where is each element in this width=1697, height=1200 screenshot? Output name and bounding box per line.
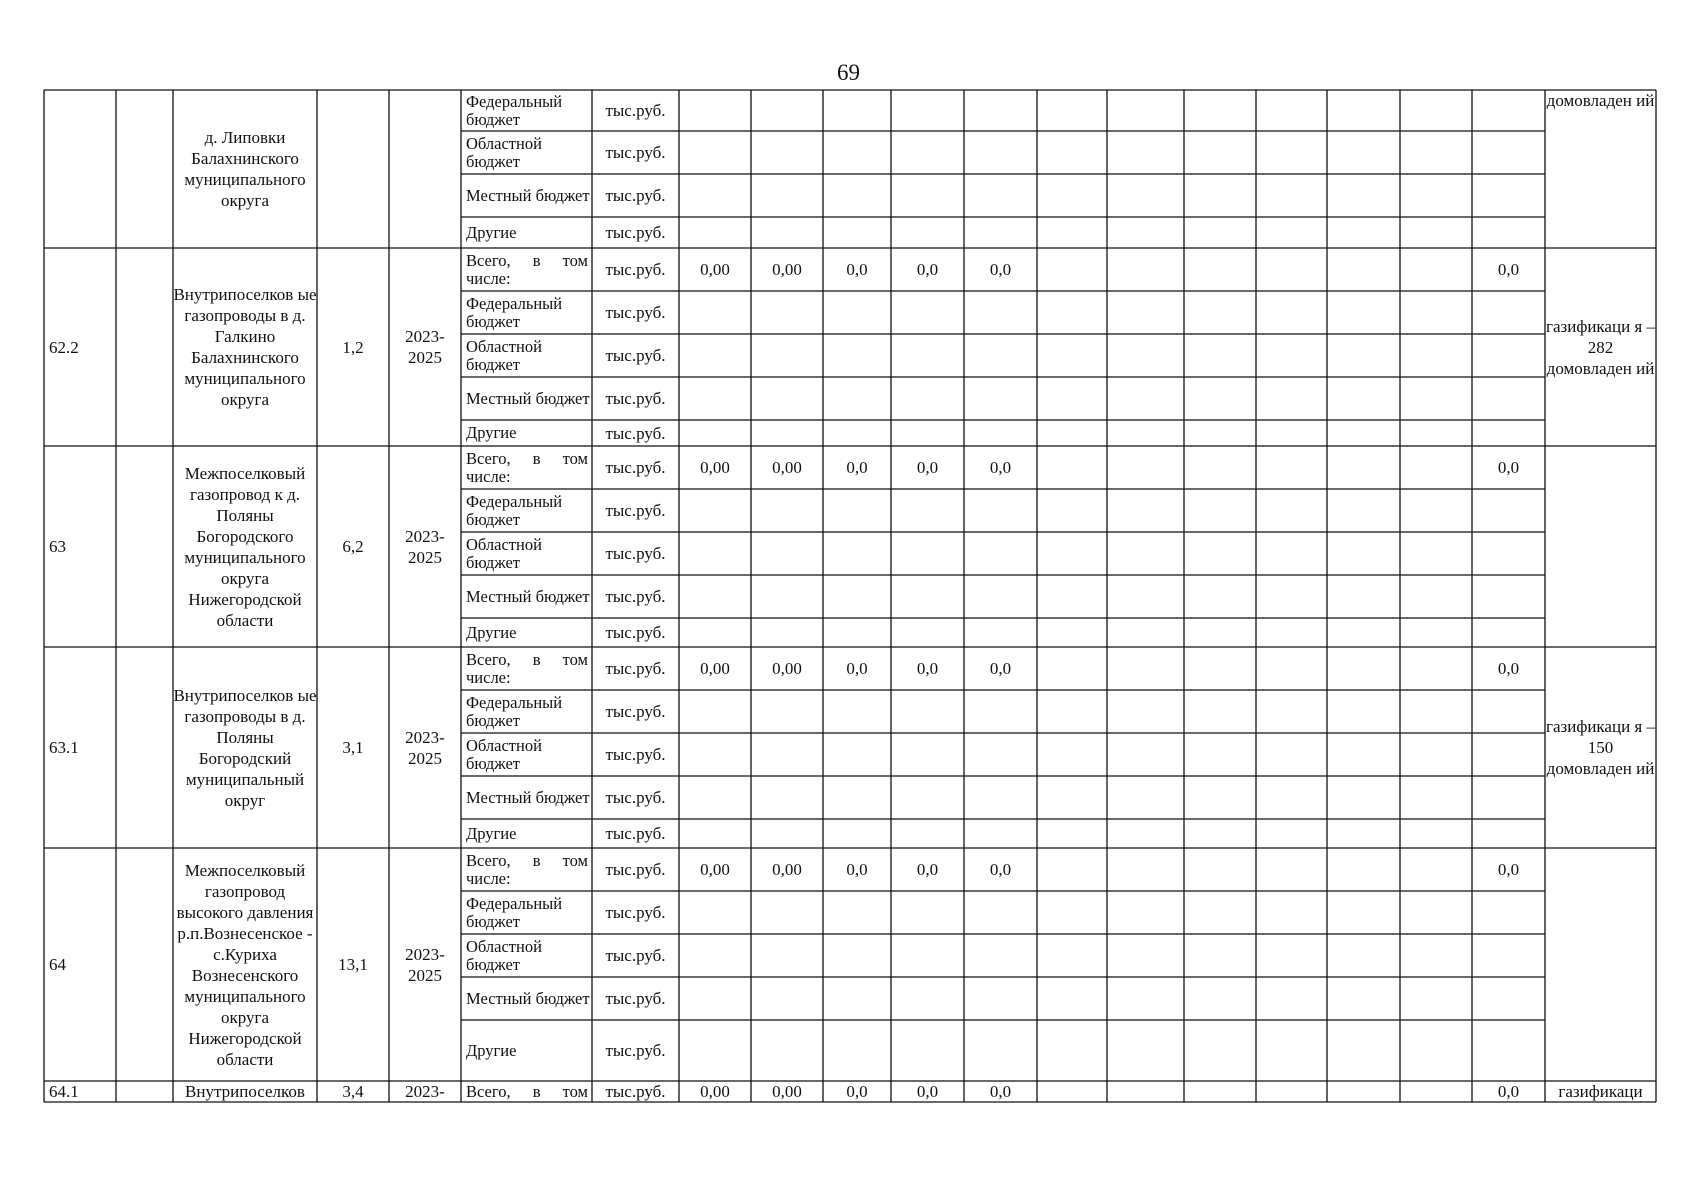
unit-cell: тыс.руб. [605,824,666,843]
value-cell: 0,0 [916,860,939,879]
funding-source-federal: Федеральный бюджет [466,91,563,129]
unit-cell: тыс.руб. [605,989,666,1008]
total-value-cell: 0,0 [1497,458,1520,477]
unit-cell: тыс.руб. [605,860,666,879]
total-value-cell: 0,0 [1497,659,1520,678]
object-name: Внутрипоселков [185,1082,305,1101]
funding-source-total: Всего, в том [466,1082,588,1101]
object-name: д. Липовки Балахнинского муниципального округа [184,128,306,210]
object-name: Внутрипоселков ые газопроводы в д. Галкино Балахнинского муниципального округа [173,285,317,409]
value-cell: 0,0 [846,659,868,678]
funding-source-other: Другие [466,423,517,442]
unit-cell: тыс.руб. [605,946,666,965]
funding-source-total: Всего, в том числе: [466,250,588,288]
funding-source-other: Другие [466,222,517,242]
value-cell: 0,00 [700,1082,730,1101]
unit-cell: тыс.руб. [605,223,666,242]
funding-source-federal: Федеральный бюджет [466,293,563,331]
period: 2023- 2025 [405,526,445,567]
funding-source-regional: Областной бюджет [466,735,542,773]
period: 2023- 2025 [405,327,445,367]
value-cell: 0,0 [916,260,939,279]
unit-cell: тыс.руб. [605,623,666,642]
row-number: 64 [49,955,66,974]
object-name: Внутрипоселков ые газопроводы в д. Поляны Богородский муниципальный округ [173,685,317,810]
unit-cell: тыс.руб. [605,702,666,721]
period: 2023- [405,1082,445,1101]
funding-source-other: Другие [466,1040,517,1060]
row-number [44,90,116,248]
unit-cell: тыс.руб. [605,788,666,807]
result-text: газификаци я – 150 домовладен ий [1545,717,1655,778]
value-cell: 0,00 [700,458,730,477]
value-cell: 0,00 [772,458,802,477]
unit-cell: тыс.руб. [605,389,666,408]
value-cell: 0,00 [700,860,730,879]
funding-source-total: Всего, в том числе: [466,448,588,486]
length-km: 1,2 [342,337,364,357]
funding-source-local: Местный бюджет [466,586,590,606]
value-cell: 0,0 [989,659,1012,678]
funding-source-federal: Федеральный бюджет [466,692,563,730]
object-name: Межпоселковый газопровод высокого давления р.п.Вознесенское - с.Куриха Вознесенского муниципального округа Нижегородской области [176,860,314,1069]
funding-source-total: Всего, в том числе: [466,850,588,888]
unit-cell: тыс.руб. [605,186,666,205]
object-name: Межпоселковый газопровод к д. Поляны Богородского муниципального округа Нижегородской области [184,463,306,630]
value-cell: 0,0 [916,458,939,477]
unit-cell: тыс.руб. [605,101,666,120]
result-text: домовладен ий [1546,91,1655,110]
value-cell: 0,0 [846,860,868,879]
row-number: 63.1 [49,738,79,757]
value-cell: 0,0 [846,260,868,279]
value-cell: 0,00 [700,659,730,678]
value-cell: 0,00 [772,1082,802,1101]
result-text: газификаци я – 282 домовладен ий [1545,316,1655,378]
unit-cell: тыс.руб. [605,1041,666,1060]
value-cell: 0,0 [916,1082,939,1101]
funding-source-federal: Федеральный бюджет [466,893,563,931]
unit-cell: тыс.руб. [605,1082,666,1101]
funding-source-regional: Областной бюджет [466,936,542,974]
total-value-cell: 0,0 [1497,860,1520,879]
row-number: 64.1 [49,1082,79,1101]
value-cell: 0,0 [989,458,1012,477]
length-km: 6,2 [342,537,364,556]
funding-source-local: Местный бюджет [466,988,590,1008]
unit-cell: тыс.руб. [605,544,666,563]
value-cell: 0,0 [989,260,1012,279]
funding-source-regional: Областной бюджет [466,133,542,171]
length-km: 13,1 [338,955,368,974]
value-cell: 0,0 [916,659,939,678]
result-text [1545,848,1656,1081]
row-number: 62.2 [49,337,79,357]
period: 2023- 2025 [405,944,445,985]
period: 2023- 2025 [405,727,445,768]
value-cell: 0,00 [772,860,802,879]
unit-cell: тыс.руб. [605,587,666,606]
value-cell: 0,00 [772,260,802,279]
total-value-cell: 0,0 [1497,260,1520,279]
unit-cell: тыс.руб. [605,260,666,279]
funding-source-local: Местный бюджет [466,388,590,408]
length-km: 3,1 [342,738,364,757]
period [389,90,461,248]
funding-source-other: Другие [466,823,517,843]
length-km: 3,4 [342,1082,364,1101]
funding-source-total: Всего, в том числе: [466,649,588,687]
result-text: газификаци [1558,1082,1643,1101]
unit-cell: тыс.руб. [605,903,666,922]
value-cell: 0,0 [989,1082,1012,1101]
unit-cell: тыс.руб. [605,303,666,322]
unit-cell: тыс.руб. [605,458,666,477]
value-cell: 0,0 [846,1082,868,1101]
row-number: 63 [49,537,66,556]
unit-cell: тыс.руб. [605,501,666,520]
unit-cell: тыс.руб. [605,143,666,162]
unit-cell: тыс.руб. [605,745,666,764]
total-value-cell: 0,0 [1497,1082,1520,1101]
funding-source-other: Другие [466,622,517,642]
unit-cell: тыс.руб. [605,346,666,365]
funding-source-regional: Областной бюджет [466,336,542,374]
value-cell: 0,00 [700,260,730,279]
value-cell: 0,0 [846,458,868,477]
result-text [1545,446,1656,647]
funding-source-regional: Областной бюджет [466,534,542,572]
unit-cell: тыс.руб. [605,423,666,443]
unit-cell: тыс.руб. [605,659,666,678]
funding-source-local: Местный бюджет [466,787,590,807]
funding-source-federal: Федеральный бюджет [466,491,563,529]
value-cell: 0,00 [772,659,802,678]
page-number: 69 [837,60,860,85]
value-cell: 0,0 [989,860,1012,879]
funding-source-local: Местный бюджет [466,185,590,205]
length-km [317,90,389,248]
